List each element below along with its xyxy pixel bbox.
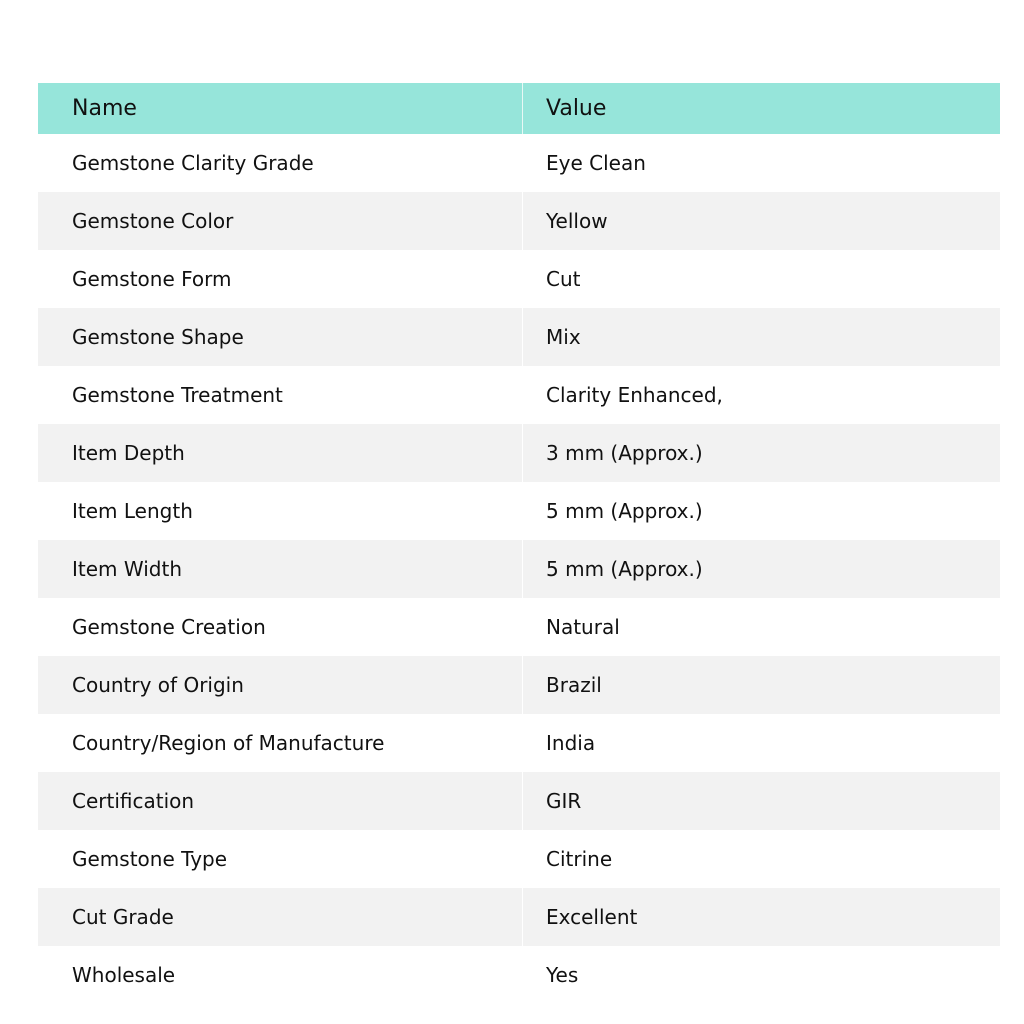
row-value-cell: India	[546, 731, 596, 755]
row-name-cell: Gemstone Type	[38, 830, 523, 888]
table-row	[38, 830, 1000, 888]
specifications-table	[38, 83, 1000, 1004]
table-row	[38, 250, 1000, 308]
row-name-cell: Item Depth	[38, 424, 523, 482]
row-name-cell: Gemstone Clarity Grade	[38, 134, 523, 192]
row-value-cell: Yellow	[546, 209, 608, 233]
table-row	[38, 424, 1000, 482]
table-row	[38, 366, 1000, 424]
row-value-cell: 5 mm (Approx.)	[546, 557, 703, 581]
row-name-cell: Gemstone Shape	[38, 308, 523, 366]
table-row	[38, 308, 1000, 366]
row-name-cell: Country of Origin	[38, 656, 523, 714]
table-row	[38, 888, 1000, 946]
row-value-cell: Citrine	[546, 847, 613, 871]
table-row	[38, 598, 1000, 656]
table-row	[38, 540, 1000, 598]
row-name-cell: Item Width	[38, 540, 523, 598]
row-name-cell: Country/Region of Manufacture	[38, 714, 523, 772]
row-value-cell: Natural	[546, 615, 620, 639]
header-value: Value	[546, 96, 607, 121]
table-row	[38, 134, 1000, 192]
table-row	[38, 772, 1000, 830]
row-value-cell: Mix	[546, 325, 581, 349]
table-row	[38, 482, 1000, 540]
row-name-cell: Gemstone Treatment	[38, 366, 523, 424]
row-value-cell: Excellent	[546, 905, 638, 929]
row-value-cell: Yes	[546, 963, 579, 987]
row-value-cell: Clarity Enhanced,	[546, 383, 723, 407]
row-name-cell: Item Length	[38, 482, 523, 540]
row-value-cell: Cut	[546, 267, 581, 291]
row-value-cell: GIR	[546, 789, 582, 813]
table-header-row	[38, 83, 1000, 134]
row-value-cell: Brazil	[546, 673, 602, 697]
table-body	[38, 134, 1000, 1004]
table-row	[38, 714, 1000, 772]
row-value-cell: 3 mm (Approx.)	[546, 441, 703, 465]
row-value-cell: Eye Clean	[546, 151, 646, 175]
row-name-cell: Wholesale	[38, 946, 523, 1004]
table-row	[38, 946, 1000, 1004]
table-row	[38, 192, 1000, 250]
row-value-cell: 5 mm (Approx.)	[546, 499, 703, 523]
row-name-cell: Gemstone Creation	[38, 598, 523, 656]
table-row	[38, 656, 1000, 714]
row-name-cell: Gemstone Color	[38, 192, 523, 250]
row-name-cell: Cut Grade	[38, 888, 523, 946]
row-name-cell: Certification	[38, 772, 523, 830]
row-name-cell: Gemstone Form	[38, 250, 523, 308]
header-name: Name	[38, 83, 523, 134]
